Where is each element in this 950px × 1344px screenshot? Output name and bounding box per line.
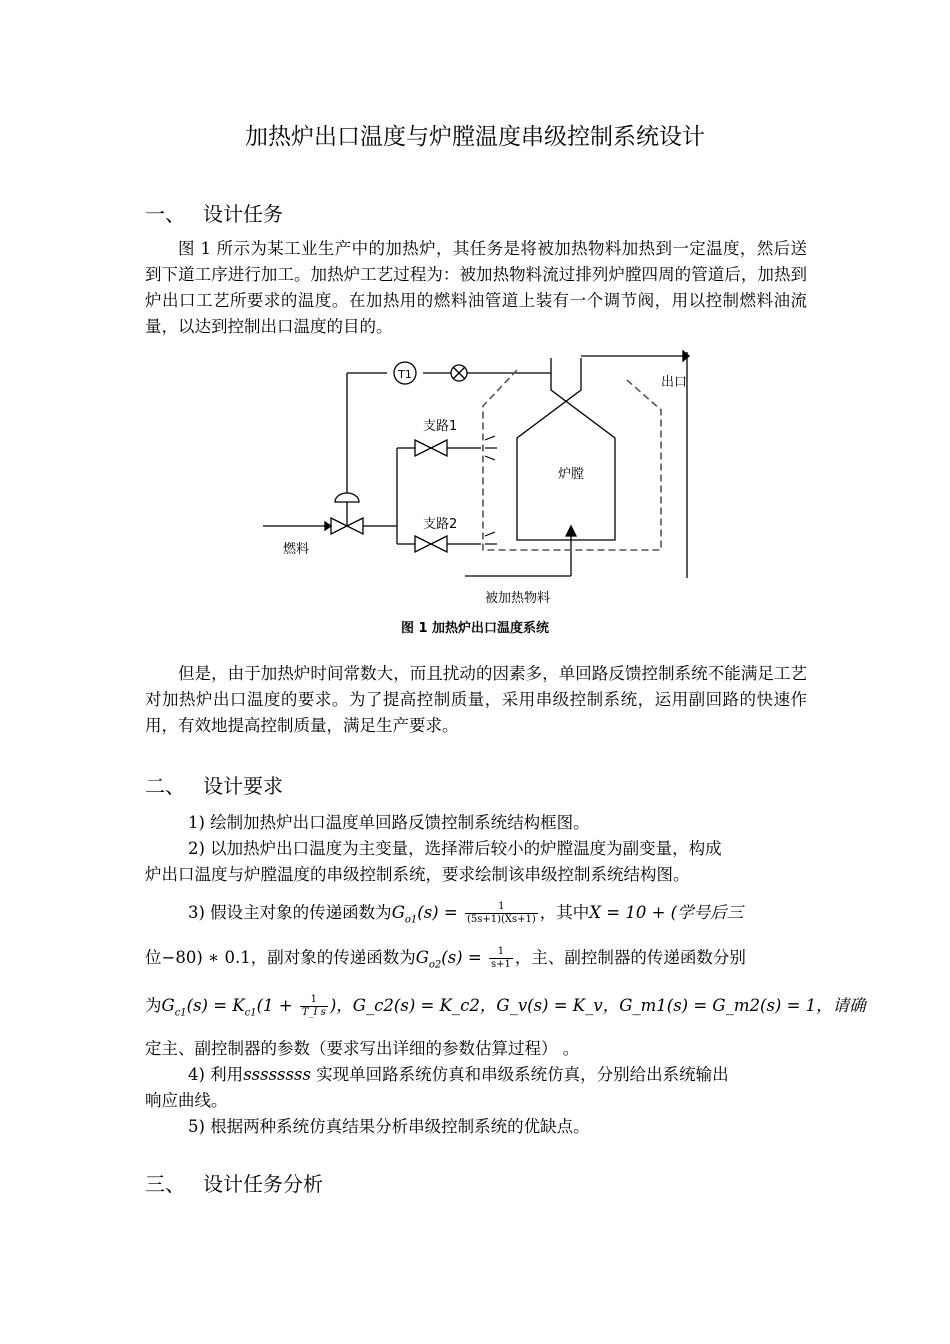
- section-number: 三、: [145, 1172, 185, 1196]
- label-branch1: 支路1: [423, 419, 458, 434]
- numerator: 1: [489, 946, 513, 959]
- label-furnace: 炉膛: [558, 467, 585, 482]
- gc1-subscript: c1: [174, 1007, 187, 1019]
- req3-mid: ，其中: [539, 903, 590, 922]
- section-title: 设计要求: [203, 774, 283, 798]
- req4-text: 实现单回路系统仿真和串级系统仿真，分别给出系统输出: [310, 1065, 729, 1084]
- go1-arg: (s) =: [417, 903, 458, 922]
- denominator: s+1: [490, 959, 511, 970]
- section-number: 一、: [145, 202, 185, 226]
- req3-text: 位−80) ∗ 0.1，副对象的传递函数为: [145, 948, 416, 967]
- requirement-3-line-3: [145, 993, 866, 1026]
- section-heading-3: [145, 1168, 323, 1197]
- x-expression: X = 10 + (学号后三: [589, 903, 744, 922]
- label-material: 被加热物料: [485, 591, 551, 606]
- task-paragraph: 图 1 所示为某工业生产中的加热炉，其任务是将被加热物料加热到一定温度，然后送到下道工序进行加工。加热炉工艺过程为：被加热物料流过排列炉膛四周的管道后，加热到炉出口工艺所要求的温度。在加热用的燃料油管道上装有一个调节阀，用以控制燃料油流量，以达到控制出口温度的目的。: [145, 239, 807, 336]
- req4-tool: ssssssss: [243, 1065, 311, 1084]
- req3-rest: G_c2(s) = K_c2，G_v(s) = K_v，G_m1(s) = G_m2(s) = 1，请确: [352, 996, 866, 1015]
- go2-arg: (s) =: [441, 948, 482, 967]
- section-title: 设计任务: [203, 202, 283, 226]
- requirement-1: 1) 绘制加热炉出口温度单回路反馈控制系统结构框图。: [188, 813, 590, 832]
- label-t1: T1: [398, 368, 412, 381]
- figure-caption: 图 1 加热炉出口温度系统: [400, 621, 550, 636]
- req3-text: 3) 假设主对象的传递函数为: [188, 903, 392, 922]
- go1-symbol: G: [391, 903, 405, 922]
- requirement-3-line-1: [188, 900, 810, 933]
- kc1-subscript: c1: [244, 1007, 257, 1019]
- requirement-5: 5) 根据两种系统仿真结果分析串级控制系统的优缺点。: [188, 1117, 590, 1136]
- requirement-3-line-4: 定主、副控制器的参数（要求写出详细的参数估算过程） 。: [145, 1039, 580, 1058]
- numerator: 1: [300, 994, 328, 1007]
- requirement-4-line-2: 响应曲线。: [145, 1091, 228, 1110]
- requirement-2-line-1: 2) 以加热炉出口温度为主变量，选择滞后较小的炉膛温度为副变量，构成: [188, 839, 722, 858]
- requirement-3-line-2: [145, 945, 810, 978]
- requirement-2-line-2: 炉出口温度与炉膛温度的串级控制系统，要求绘制该串级控制系统结构图。: [145, 865, 690, 884]
- analysis-paragraph: 但是，由于加热炉时间常数大，而且扰动的因素多，单回路反馈控制系统不能满足工艺对加热炉出口温度的要求。为了提高控制质量，采用串级控制系统，运用副回路的快速作用，有效地提高控制质量，满足生产要求。: [145, 664, 807, 735]
- section-heading-1: [145, 198, 283, 227]
- section-number: 二、: [145, 774, 185, 798]
- gc1-arg: (s) = K: [186, 996, 245, 1015]
- document-title: 加热炉出口温度与炉膛温度串级控制系统设计: [245, 124, 705, 150]
- req3-text: ，主、副控制器的传递函数分别: [514, 948, 746, 967]
- gc1-close: )，: [329, 996, 353, 1015]
- section-title: 设计任务分析: [203, 1172, 323, 1196]
- label-outlet: 出口: [661, 375, 688, 390]
- denominator: (5s+1)(Xs+1): [466, 914, 536, 925]
- req4-text: 4) 利用: [188, 1065, 244, 1084]
- req3-text: 为: [145, 996, 162, 1015]
- label-branch2: 支路2: [423, 517, 458, 532]
- gc1-paren: (1 +: [256, 996, 293, 1015]
- fraction-go1: [465, 901, 538, 926]
- fraction-gc1: [300, 994, 328, 1019]
- go2-subscript: o2: [428, 959, 442, 971]
- go2-symbol: G: [415, 948, 429, 967]
- furnace-diagram: [255, 340, 705, 610]
- label-fuel: 燃料: [283, 542, 310, 557]
- section-heading-2: [145, 770, 283, 799]
- go1-subscript: o1: [404, 914, 418, 926]
- fraction-go2: [489, 946, 513, 971]
- requirement-4-line-1: [188, 1062, 810, 1088]
- denominator: T_I s: [301, 1007, 326, 1018]
- numerator: 1: [465, 901, 538, 914]
- gc1-symbol: G: [161, 996, 175, 1015]
